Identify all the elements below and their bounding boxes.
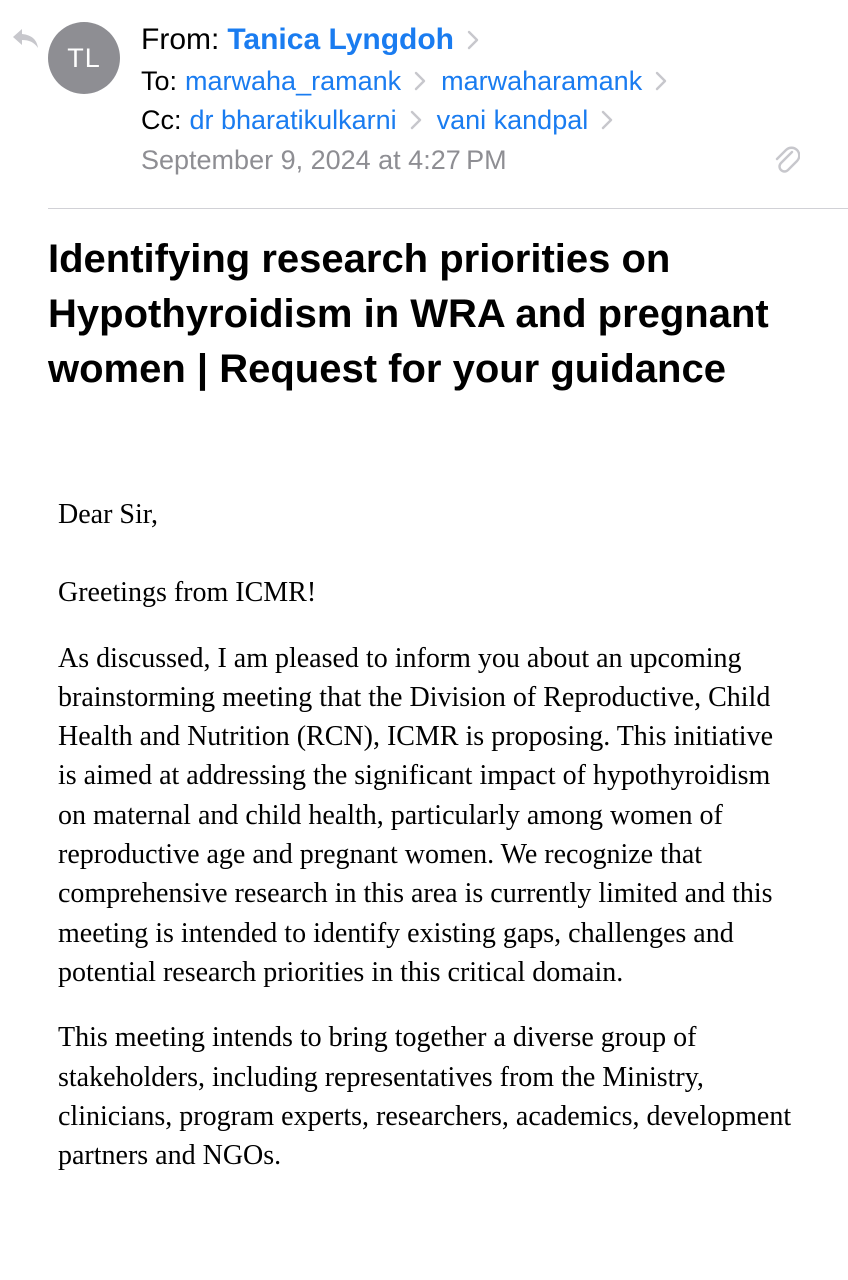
header-divider — [48, 208, 848, 209]
chevron-right-icon[interactable] — [409, 109, 423, 131]
to-recipient[interactable]: marwaharamank — [441, 66, 643, 96]
message-subject: Identifying research priorities on Hypothyroidism in WRA and pregnant women | Request for your guidance — [48, 237, 769, 391]
to-label: To: — [141, 66, 178, 96]
body-paragraph: This meeting intends to bring together a diverse group of stakeholders, including representatives from the Ministry, clinicians, program experts, researchers, academics, development partners and NGOs. — [58, 1022, 792, 1172]
cc-recipient[interactable]: dr bharatikulkarni — [189, 105, 397, 135]
paperclip-icon[interactable] — [772, 144, 800, 176]
message-date: September 9, 2024 at 4:27 PM — [141, 145, 507, 175]
message-body — [58, 495, 798, 1175]
to-row — [141, 61, 682, 101]
chevron-right-icon[interactable] — [600, 109, 614, 131]
chevron-right-icon[interactable] — [654, 70, 668, 92]
greeting: Greetings from ICMR! — [58, 577, 317, 609]
from-label: From: — [141, 23, 220, 56]
sender-name[interactable]: Tanica Lyngdoh — [227, 23, 454, 56]
avatar[interactable]: TL — [48, 22, 120, 94]
salutation: Dear Sir, — [58, 499, 158, 530]
chevron-right-icon[interactable] — [413, 70, 427, 92]
cc-row — [141, 100, 628, 140]
cc-recipient[interactable]: vani kandpal — [436, 105, 589, 135]
cc-label: Cc: — [141, 105, 182, 135]
message-header — [0, 0, 848, 210]
from-row — [141, 20, 494, 60]
reply-icon[interactable] — [10, 26, 40, 52]
body-paragraph: As discussed, I am pleased to inform you about an upcoming brainstorming meeting that the Division of Reproductive, Child Health and Nutrition (RCN), ICMR is proposing. This initiative is aimed at addressing the significant impact of hypothyroidism on maternal and child health, particularly among women of reproductive age and pregnant women. We recognize that comprehensive research in this area is currently limited and this meeting is intended to identify existing gaps, challenges and potential research priorities in this critical domain. — [58, 642, 773, 988]
to-recipient[interactable]: marwaha_ramank — [185, 66, 402, 96]
chevron-right-icon[interactable] — [466, 29, 480, 51]
